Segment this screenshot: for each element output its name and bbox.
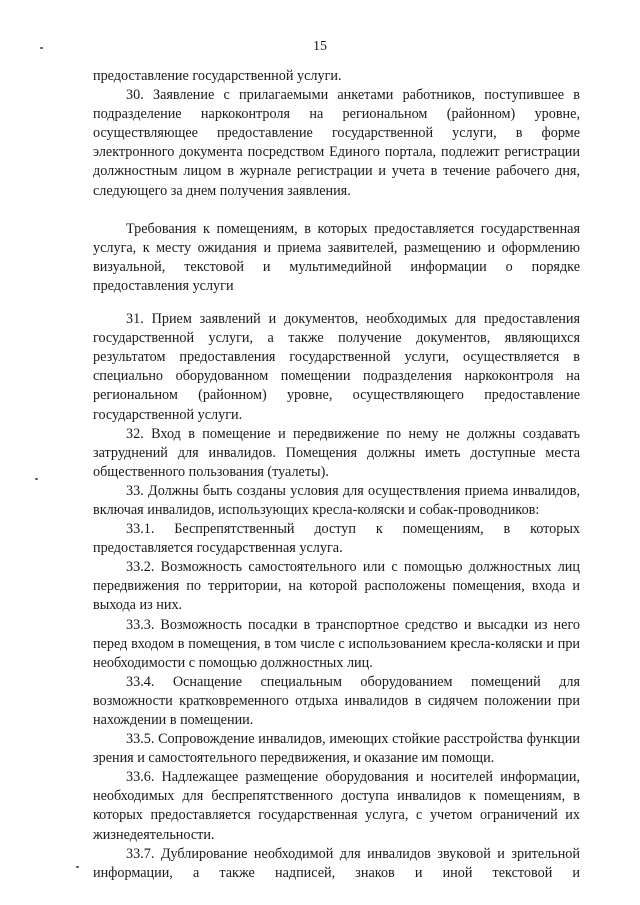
paragraph-33-1: 33.1. Беспрепятственный доступ к помещениям, в которых предоставляется государственная услуга. <box>93 521 580 557</box>
page-number: 15 <box>313 39 327 54</box>
scan-speck <box>76 866 79 868</box>
section-heading: Требования к помещениям, в которых предоставляется государственная услуга, к месту ожидания и приема заявителей, размещению и оформлению визуальной, текстовой и мультимедийной информации о порядке предоставления услуги <box>93 220 580 294</box>
paragraph-31: 31. Прием заявлений и документов, необходимых для предоставления государственной услуги, а также получение документов, являющихся результатом предоставления государственной услуги, осуществляется в специально оборудованном помещении подразделения наркоконтроля на региональном (районном) уровне, осуществляющего предоставление государственной услуги. <box>93 311 580 423</box>
paragraph-33: 33. Должны быть созданы условия для осуществления приема инвалидов, включая инвалидов, использующих кресла-коляски и собак-проводников: <box>93 482 580 518</box>
paragraph-33-6: 33.6. Надлежащее размещение оборудования и носителей информации, необходимых для беспрепятственного доступа инвалидов к помещениям, в которых предоставляется государственная услуга, с учетом ограничений их жизнедеятельности. <box>93 769 580 843</box>
paragraph-30: 30. Заявление с прилагаемыми анкетами работников, поступившее в подразделение наркоконтроля на региональном (районном) уровне, осуществляющее предоставление государственной услуги, в форме электронного документа посредством Единого портала, подлежит регистрации должностным лицом в журнале регистрации и учета в течение рабочего дня, следующего за днем получения заявления. <box>93 87 580 199</box>
paragraph-33-4: 33.4. Оснащение специальным оборудованием помещений для возможности кратковременного отдыха инвалидов в сидячем положении при нахождении в помещении. <box>93 673 580 728</box>
document-body <box>93 67 580 883</box>
paragraph-continuation: предоставление государственной услуги. <box>93 68 342 84</box>
paragraph-33-2: 33.2. Возможность самостоятельного или с помощью должностных лиц передвижения по территории, на которой расположены помещения, входа и выхода из них. <box>93 559 580 614</box>
paragraph-33-3: 33.3. Возможность посадки в транспортное средство и высадки из него перед входом в помещения, в том числе с использованием кресла-коляски и при необходимости с помощью должностных лиц. <box>93 616 580 671</box>
paragraph-32: 32. Вход в помещение и передвижение по нему не должны создавать затруднений для инвалидов. Помещения должны иметь доступные места общественного пользования (туалеты). <box>93 425 580 480</box>
paragraph-33-5: 33.5. Сопровождение инвалидов, имеющих стойкие расстройства функции зрения и самостоятельного передвижения, и оказание им помощи. <box>93 731 580 767</box>
scan-speck <box>35 478 38 480</box>
paragraph-33-7: 33.7. Дублирование необходимой для инвалидов звуковой и зрительной информации, а также надписей, знаков и иной текстовой и <box>93 845 580 881</box>
